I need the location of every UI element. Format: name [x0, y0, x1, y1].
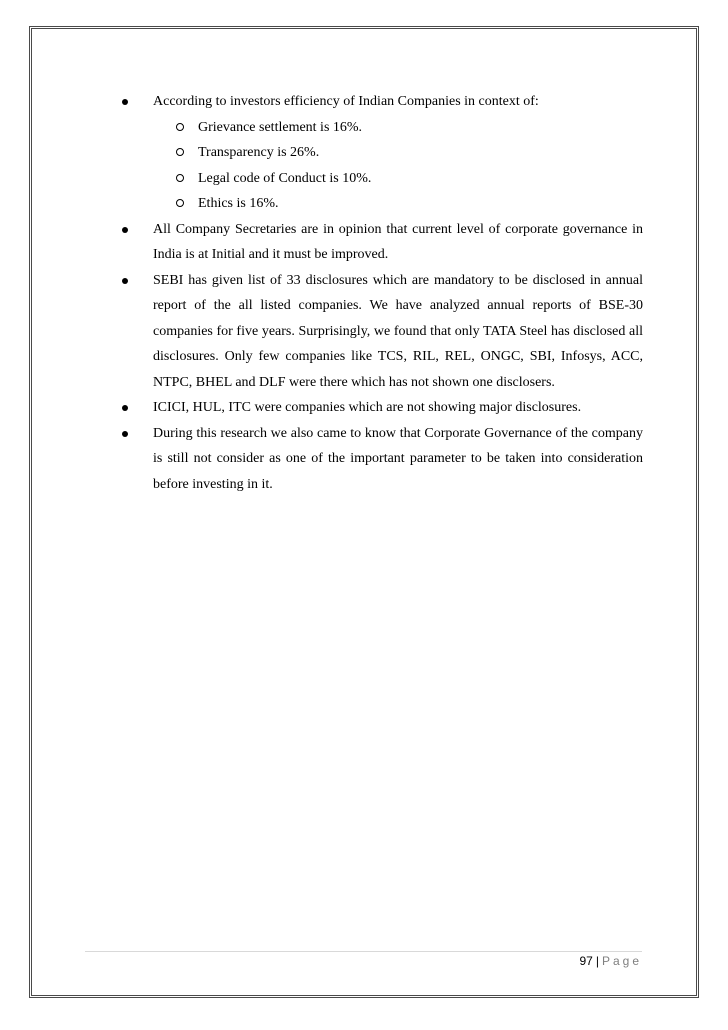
bullet-text: ICICI, HUL, ITC were companies which are not showing major disclosures. — [153, 400, 582, 415]
footer-divider — [85, 951, 642, 952]
hollow-bullet-icon — [176, 123, 184, 131]
sub-item-text: Ethics is 16%. — [198, 196, 279, 211]
sub-item-transparency — [153, 140, 643, 166]
bullet-text: SEBI has given list of 33 disclosures which are mandatory to be disclosed in annual report of the all listed companies. We have analyzed annual reports of BSE-30 companies for five years. Surprisingly, we found that only TATA Steel has disclosed all disclosures. Only few companies like TCS, RIL, REL, ONGC, SBI, Infosys, ACC, NTPC, BHEL and DLF were there which has not shown one disclosers. — [153, 272, 643, 390]
page-number: 97 — [579, 954, 593, 968]
bullet-text: All Company Secretaries are in opinion that current level of corporate governance in India is at Initial and it must be improved. — [153, 221, 643, 262]
sub-item-ethics — [153, 191, 643, 217]
hollow-bullet-icon — [176, 199, 184, 207]
page-label: Page — [601, 954, 642, 968]
sub-list — [153, 115, 643, 217]
bullet-icon — [122, 278, 128, 284]
document-body — [120, 89, 643, 497]
sub-item-text: Transparency is 26%. — [198, 145, 320, 160]
sub-item-grievance — [153, 115, 643, 141]
hollow-bullet-icon — [176, 148, 184, 156]
hollow-bullet-icon — [176, 174, 184, 182]
bullet-text: During this research we also came to know that Corporate Governance of the company is still not consider as one of the important parameter to be taken into consideration before investing in it. — [153, 425, 643, 492]
bullet-item-sebi-disclosures — [120, 268, 643, 396]
bullet-icon — [122, 227, 128, 233]
bullet-text: According to investors efficiency of Indian Companies in context of: — [153, 94, 539, 109]
sub-item-legal-code — [153, 166, 643, 192]
bullet-icon — [122, 405, 128, 411]
bullet-item-major-disclosures — [120, 395, 643, 421]
sub-item-text: Legal code of Conduct is 10%. — [198, 170, 372, 186]
bullet-icon — [122, 99, 128, 105]
sub-item-text: Grievance settlement is 16%. — [198, 119, 363, 135]
bullet-item-company-secretaries — [120, 217, 643, 268]
page-footer — [579, 953, 642, 969]
bullet-item-research-finding — [120, 421, 643, 498]
footer-separator: | — [595, 954, 599, 968]
bullet-item-investor-efficiency — [120, 89, 643, 217]
bullet-icon — [122, 431, 128, 437]
